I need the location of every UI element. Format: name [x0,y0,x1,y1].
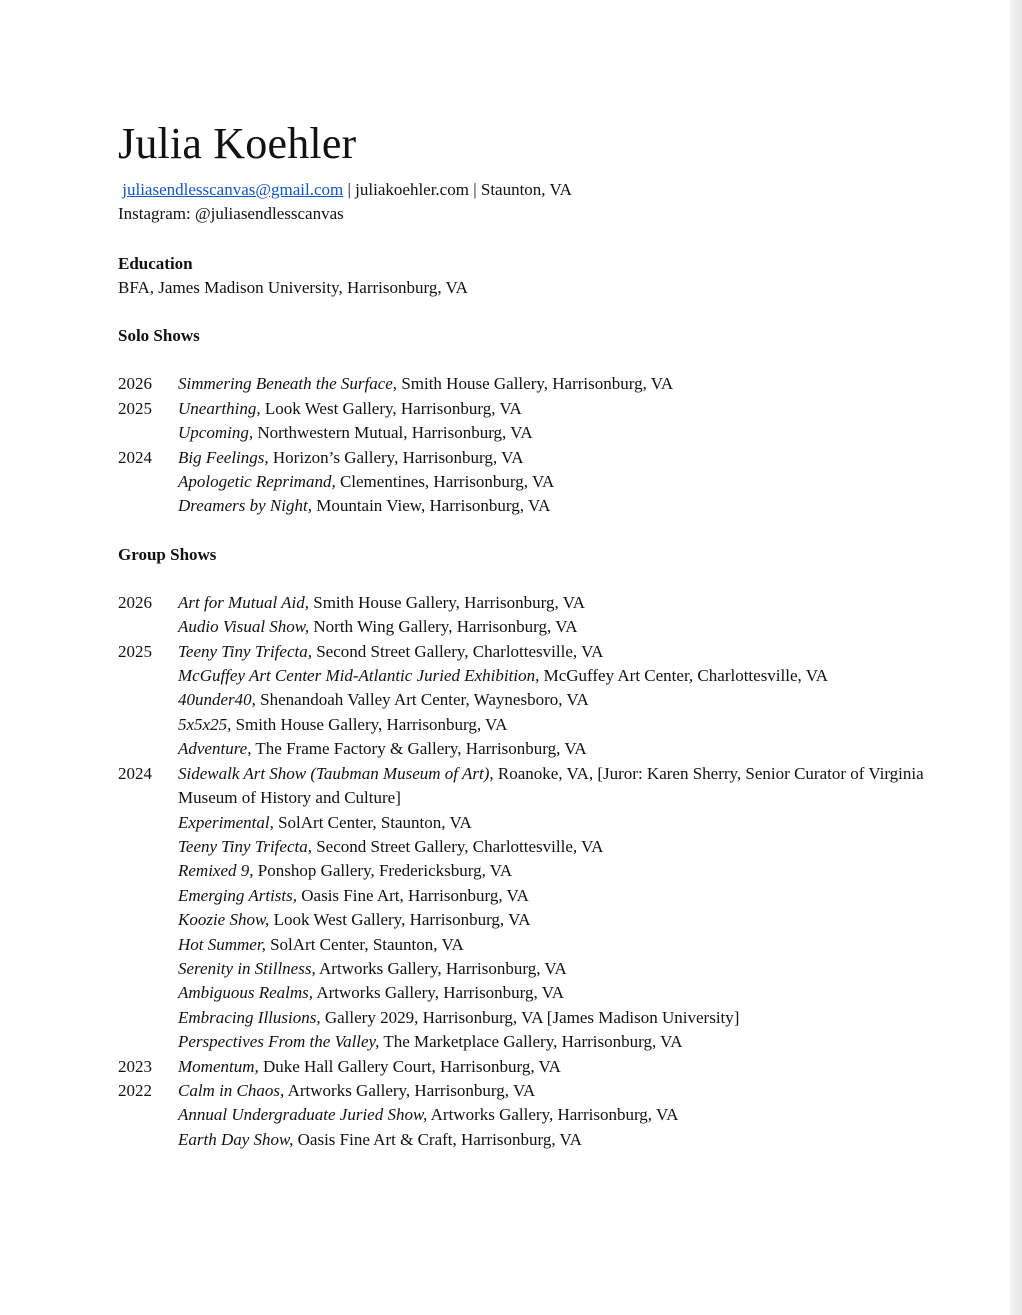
show-venue: Artworks Gallery, Harrisonburg, VA [313,983,565,1003]
list-item [118,688,978,712]
list-item [118,615,978,639]
show-title: 5x5x25, [178,714,232,734]
show-title: Embracing Illusions, [178,1007,321,1027]
list-item [118,1055,978,1079]
instagram-line: Instagram: @juliasendlesscanvas [118,204,344,223]
show-venue: Smith House Gallery, Harrisonburg, VA [397,374,674,394]
entry-year [118,1128,178,1152]
list-item [118,397,978,421]
list-item [118,957,978,981]
resume-document [118,116,978,1152]
list-item [118,762,978,811]
contact-line [118,178,978,202]
list-item [118,1103,978,1127]
show-venue: , Roanoke, VA, [Juror: Karen Sherry, Senior Curator of Virginia Museum of History and Culture] [178,763,924,808]
list-item [118,640,978,664]
entry-year [118,494,178,518]
show-venue: Horizon’s Gallery, Harrisonburg, VA [268,447,524,467]
solo-shows-section [118,324,978,518]
group-shows-heading: Group Shows [118,544,217,564]
list-item [118,421,978,445]
entry-text [178,1079,978,1103]
show-title: Unearthing, [178,398,261,418]
entry-text [178,1006,978,1030]
show-venue: Northwestern Mutual, Harrisonburg, VA [253,423,533,443]
education-section [118,252,978,300]
list-item [118,591,978,615]
entry-text [178,908,978,932]
entry-year: 2025 [118,398,152,418]
entry-text [178,494,978,518]
show-title: Art for Mutual Aid, [178,592,309,612]
page-edge [1010,0,1022,1315]
entry-year: 2024 [118,763,152,783]
list-item [118,981,978,1005]
show-venue: Smith House Gallery, Harrisonburg, VA [231,714,508,734]
entry-year: 2026 [118,592,152,612]
show-venue: SolArt Center, Staunton, VA [273,812,472,832]
show-venue: Look West Gallery, Harrisonburg, VA [260,398,522,418]
show-title: Earth Day Show, [178,1129,294,1149]
list-item [118,884,978,908]
list-item [118,713,978,737]
entry-year [118,470,178,494]
list-item [118,1030,978,1054]
entry-year: 2023 [118,1056,152,1076]
list-item [118,1006,978,1030]
list-item [118,811,978,835]
show-title: Sidewalk Art Show (Taubman Museum of Art) [178,763,490,783]
list-item [118,1079,978,1103]
entry-text [178,1128,978,1152]
entry-text [178,1030,978,1054]
entry-text [178,811,978,835]
list-item [118,372,978,396]
entry-text [178,421,978,445]
entry-year [118,859,178,883]
show-venue: Oasis Fine Art, Harrisonburg, VA [297,885,529,905]
list-item [118,470,978,494]
education-text: BFA, James Madison University, Harrisonburg, VA [118,278,468,297]
show-venue: Smith House Gallery, Harrisonburg, VA [308,592,586,612]
show-venue: Artworks Gallery, Harrisonburg, VA [284,1080,536,1100]
show-title: Annual Undergraduate Juried Show, [178,1105,428,1125]
entry-text [178,762,978,811]
show-venue: Artworks Gallery, Harrisonburg, VA [315,958,567,978]
show-title: McGuffey Art Center Mid-Atlantic Juried Exhibition, [178,666,540,686]
show-title: Upcoming, [178,423,254,443]
entry-year: 2022 [118,1080,152,1100]
show-title: Emerging Artists, [178,885,298,905]
show-title: Remixed 9, [178,861,254,881]
entry-text [178,713,978,737]
show-title: Teeny Tiny Trifecta, [178,641,312,661]
show-title: Experimental, [178,812,274,832]
show-title: Audio Visual Show, [178,617,310,637]
page-title: Julia Koehler [118,119,357,168]
list-item [118,908,978,932]
list-item [118,494,978,518]
show-title: Calm in Chaos, [178,1080,285,1100]
contact-rest: | juliakoehler.com | Staunton, VA [343,180,572,199]
show-title: Teeny Tiny Trifecta, [178,836,312,856]
entry-text [178,859,978,883]
entry-text [178,664,978,688]
show-venue: Look West Gallery, Harrisonburg, VA [269,910,531,930]
entry-text [178,933,978,957]
entry-year [118,688,178,712]
entry-text [178,957,978,981]
entry-text [178,1055,978,1079]
show-title: Ambiguous Realms, [178,983,314,1003]
show-venue: North Wing Gallery, Harrisonburg, VA [309,617,578,637]
solo-shows-list [118,372,978,518]
show-title: Apologetic Reprimand, [178,472,336,492]
entry-year [118,957,178,981]
entry-text [178,884,978,908]
show-title: Adventure, [178,739,252,759]
list-item [118,664,978,688]
entry-year: 2026 [118,374,152,394]
show-title: Big Feelings, [178,447,269,467]
entry-text [178,737,978,761]
group-shows-list [118,591,978,1152]
show-title: Hot Summer, [178,934,266,954]
entry-text [178,688,978,712]
list-item [118,933,978,957]
show-title: Simmering Beneath the Surface, [178,374,398,394]
entry-text [178,981,978,1005]
entry-text [178,446,978,470]
entry-year [118,713,178,737]
show-title: Perspectives From the Valley, [178,1032,380,1052]
show-title: 40under40, [178,690,256,710]
entry-text [178,835,978,859]
show-venue: Ponshop Gallery, Fredericksburg, VA [253,861,513,881]
show-venue: SolArt Center, Staunton, VA [265,934,464,954]
solo-shows-heading: Solo Shows [118,326,200,346]
entry-text [178,372,978,396]
entry-year [118,835,178,859]
entry-year: 2024 [118,447,152,467]
show-title: Koozie Show, [178,910,270,930]
entry-text [178,397,978,421]
entry-text [178,615,978,639]
show-venue: Shenandoah Valley Art Center, Waynesboro, VA [255,690,589,710]
show-venue: McGuffey Art Center, Charlottesville, VA [539,666,829,686]
entry-year [118,1006,178,1030]
list-item [118,1128,978,1152]
entry-year [118,664,178,688]
show-venue: The Marketplace Gallery, Harrisonburg, VA [379,1032,683,1052]
entry-year [118,908,178,932]
education-heading: Education [118,254,193,273]
list-item [118,835,978,859]
show-venue: Mountain View, Harrisonburg, VA [311,496,551,516]
show-venue: Oasis Fine Art & Craft, Harrisonburg, VA [293,1129,582,1149]
show-venue: Gallery 2029, Harrisonburg, VA [James Madison University] [320,1007,740,1027]
entry-year [118,737,178,761]
entry-year [118,615,178,639]
group-shows-section [118,543,978,1152]
list-item [118,859,978,883]
entry-year [118,981,178,1005]
contact-block [118,178,978,226]
show-title: Momentum, [178,1056,259,1076]
entry-text [178,470,978,494]
entry-year [118,811,178,835]
entry-text [178,591,978,615]
show-venue: Artworks Gallery, Harrisonburg, VA [427,1105,679,1125]
list-item [118,446,978,470]
entry-text [178,640,978,664]
entry-year [118,933,178,957]
show-venue: Second Street Gallery, Charlottesville, VA [311,641,604,661]
list-item [118,737,978,761]
show-venue: Duke Hall Gallery Court, Harrisonburg, VA [258,1056,561,1076]
entry-year [118,884,178,908]
email-link[interactable]: juliasendlesscanvas@gmail.com [122,180,344,199]
show-venue: Clementines, Harrisonburg, VA [335,472,555,492]
entry-year [118,1030,178,1054]
show-title: Serenity in Stillness, [178,958,316,978]
entry-year [118,421,178,445]
entry-text [178,1103,978,1127]
entry-year [118,1103,178,1127]
show-venue: The Frame Factory & Gallery, Harrisonburg, VA [251,739,587,759]
show-title: Dreamers by Night, [178,496,312,516]
entry-year: 2025 [118,641,152,661]
show-venue: Second Street Gallery, Charlottesville, VA [311,836,604,856]
